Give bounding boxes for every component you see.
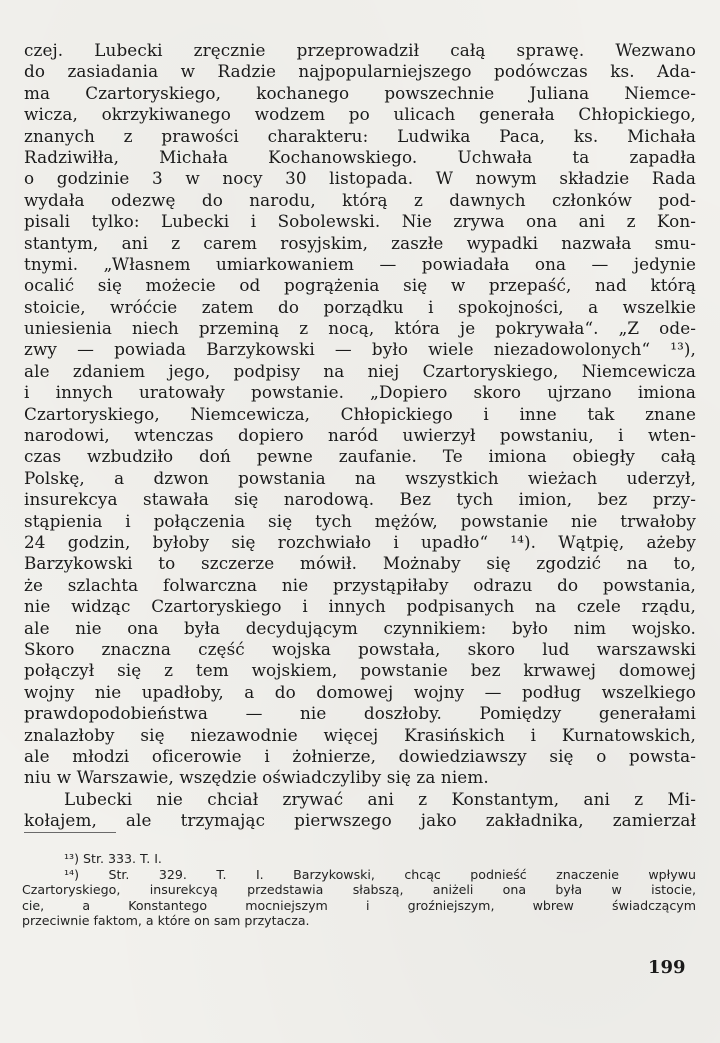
text-line: wojny nie upadłoby, a do domowej wojny — podług wszelkiego: [24, 681, 696, 702]
text-line: ale zdaniem jego, podpisy na niej Czartoryskiego, Niemcewicza: [24, 360, 696, 381]
text-line: o godzinie 3 w nocy 30 listopada. W nowym składzie Rada: [24, 168, 696, 189]
page-number: 199: [648, 957, 686, 978]
text-line: znanych z prawości charakteru: Ludwika Paca, ks. Michała: [24, 125, 696, 146]
text-line: ale nie ona była decydującym czynnikiem: było nim wojsko.: [24, 617, 696, 638]
footnote-line: cie, a Konstantego mocniejszym i groźniejszym, wbrew świadczącym: [22, 897, 696, 913]
footnote-line: ¹³) Str. 333. T. I.: [64, 851, 162, 866]
text-line: ocalić się możecie od pogrążenia się w przepaść, nad którą: [24, 275, 696, 296]
text-line: i innych uratowały powstanie. „Dopiero skoro ujrzano imiona: [24, 382, 696, 403]
text-line: uniesienia niech przeminą z nocą, która je pokrywała“. „Z ode-: [24, 318, 696, 339]
main-text: [24, 40, 696, 831]
footnotes: [22, 851, 696, 929]
text-line: stoicie, wróćcie zatem do porządku i spokojności, a wszelkie: [24, 296, 696, 317]
text-line: czej. Lubecki zręcznie przeprowadził całą sprawę. Wezwano: [24, 40, 696, 60]
text-line: połączył się z tem wojskiem, powstanie bez krwawej domowej: [24, 660, 696, 681]
text-line: narodowi, wtenczas dopiero naród uwierzył powstaniu, i wten-: [24, 425, 696, 446]
text-line: stąpienia i połączenia się tych mężów, powstanie nie trwałoby: [24, 510, 696, 531]
footnote-line: przeciwnie faktom, a które on sam przytacza.: [22, 913, 310, 929]
text-line: insurekcya stawała się narodową. Bez tych imion, bez przy-: [24, 489, 696, 510]
footnote-divider: [24, 832, 116, 833]
text-line: ma Czartoryskiego, kochanego powszechnie Juliana Niemce-: [24, 82, 696, 103]
footnote-line: ¹⁴) Str. 329. T. I. Barzykowski, chcąc podnieść znaczenie wpływu: [64, 866, 696, 882]
text-line: że szlachta folwarczna nie przystąpiłaby odrazu do powstania,: [24, 574, 696, 595]
text-line: niu w Warszawie, wszędzie oświadczyliby się za niem.: [24, 767, 489, 788]
text-line: do zasiadania w Radzie najpopularniejszego podówczas ks. Ada-: [24, 61, 696, 82]
footnote-line: Czartoryskiego, insurekcyą przedstawia słabszą, aniżeli ona była w istocie,: [22, 882, 696, 898]
text-line: wicza, okrzykiwanego wodzem po ulicach generała Chłopickiego,: [24, 104, 696, 125]
text-line: wydała odezwę do narodu, którą z dawnych członków pod-: [24, 189, 696, 210]
text-line: Polskę, a dzwon powstania na wszystkich wieżach uderzył,: [24, 467, 696, 488]
text-line: pisali tylko: Lubecki i Sobolewski. Nie zrywa ona ani z Kon-: [24, 211, 696, 232]
text-line: Barzykowski to szczerze mówił. Możnaby się zgodzić na to,: [24, 553, 696, 574]
text-line: 24 godzin, byłoby się rozchwiało i upadło“ ¹⁴). Wątpię, ażeby: [24, 531, 696, 552]
text-line: prawdopodobieństwa — nie doszłoby. Pomiędzy generałami: [24, 703, 696, 724]
text-line: tnymi. „Własnem umiarkowaniem — powiadała ona — jedynie: [24, 253, 696, 274]
text-line: Czartoryskiego, Niemcewicza, Chłopickiego i inne tak znane: [24, 403, 696, 424]
text-line: nie widząc Czartoryskiego i innych podpisanych na czele rządu,: [24, 596, 696, 617]
text-line: ale młodzi oficerowie i żołnierze, dowiedziawszy się o powsta-: [24, 745, 696, 766]
text-line: czas wzbudziło doń pewne zaufanie. Te imiona obiegły całą: [24, 446, 696, 467]
text-line: Skoro znaczna część wojska powstała, skoro lud warszawski: [24, 638, 696, 659]
text-line: zwy — powiada Barzykowski — było wiele niezadowolonych“ ¹³),: [24, 339, 696, 360]
text-line: Radziwiłła, Michała Kochanowskiego. Uchwała ta zapadła: [24, 146, 696, 167]
text-line: Lubecki nie chciał zrywać ani z Konstantym, ani z Mi-: [64, 788, 696, 809]
text-line: stantym, ani z carem rosyjskim, zaszłe wypadki nazwała smu-: [24, 232, 696, 253]
text-line: znalazłoby się niezawodnie więcej Krasińskich i Kurnatowskich,: [24, 724, 696, 745]
text-line: kołajem, ale trzymając pierwszego jako zakładnika, zamierzał: [24, 810, 696, 831]
